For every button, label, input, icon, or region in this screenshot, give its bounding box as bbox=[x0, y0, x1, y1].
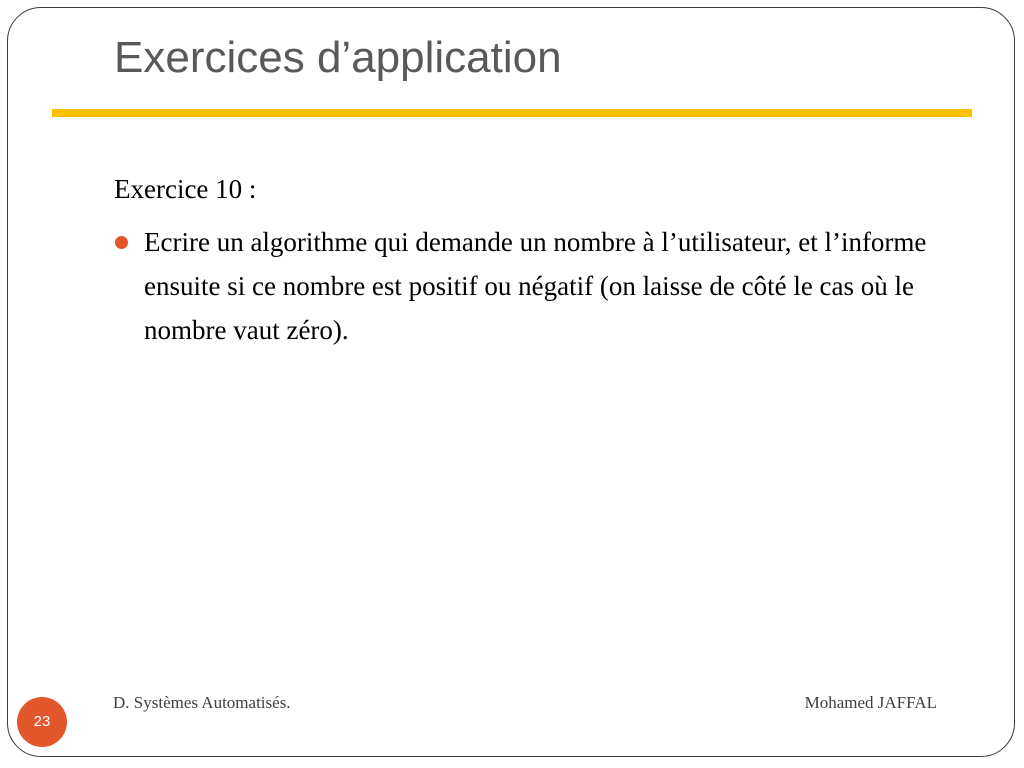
title-divider bbox=[52, 109, 972, 117]
page-number-badge: 23 bbox=[17, 697, 67, 747]
footer-course-label: D. Systèmes Automatisés. bbox=[113, 693, 291, 712]
bullet-item-text: Ecrire un algorithme qui demande un nombre à l’utilisateur, et l’informe ensuite si ce nombre est positif ou négatif (on laisse de côté le cas où le nombre vaut zéro). bbox=[144, 227, 927, 345]
exercise-heading: Exercice 10 : bbox=[114, 174, 257, 204]
bullet-dot-icon bbox=[115, 236, 128, 249]
footer-author: Mohamed JAFFAL bbox=[804, 693, 937, 712]
slide-frame bbox=[7, 7, 1015, 757]
slide-title: Exercices d’application bbox=[114, 33, 562, 82]
